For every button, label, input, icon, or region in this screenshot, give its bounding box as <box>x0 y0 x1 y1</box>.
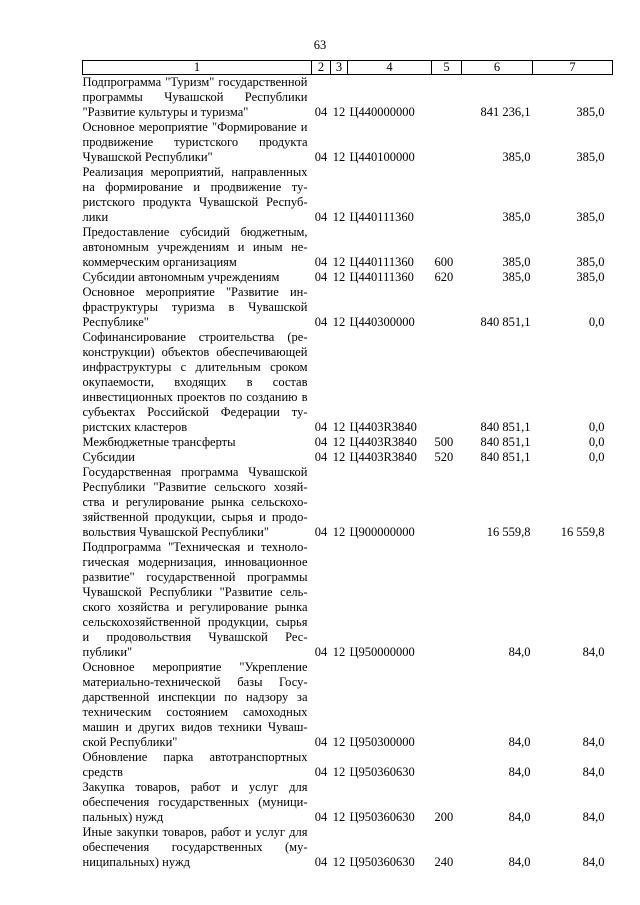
target-article-code: Ц950300000 <box>349 735 415 749</box>
subsection-code: 12 <box>332 855 346 869</box>
table-row <box>83 465 613 540</box>
subsection-code: 12 <box>332 435 346 449</box>
table-row <box>83 660 613 750</box>
target-article-code: Ц4403R3840 <box>349 435 417 449</box>
target-article-code: Ц440111360 <box>349 210 414 224</box>
amount-col6: 84,0 <box>508 810 531 824</box>
table-row <box>83 780 613 825</box>
table-row <box>83 270 613 285</box>
row-name: Подпрограмма "Туризм" государственной программы Чувашской Республики "Развитие культуры и туризма" <box>82 75 308 119</box>
table-row <box>83 165 613 225</box>
row-name: Предоставление субсидий бюджетным, автономным учреждениям и иным некоммерческим организациям <box>82 225 308 269</box>
subsection-code: 12 <box>332 255 346 269</box>
section-code: 04 <box>314 735 328 749</box>
target-article-code: Ц440000000 <box>349 105 415 119</box>
amount-col7: 84,0 <box>582 765 605 779</box>
table-row <box>83 540 613 660</box>
expense-type-code: 620 <box>434 270 454 284</box>
row-name: Субсидии автономным учреждениям <box>82 270 280 284</box>
table-row <box>83 435 613 450</box>
amount-col7: 385,0 <box>576 150 605 164</box>
amount-col6: 840 851,1 <box>480 435 531 449</box>
row-name: Государственная программа Чувашской Республики "Развитие сельского хозяйства и регулирование рынка сельскохозяйственной продукции, сырья и продовольствия Чувашской Республики" <box>82 465 308 539</box>
target-article-code: Ц4403R3840 <box>349 450 417 464</box>
amount-col7: 84,0 <box>582 855 605 869</box>
table-row <box>83 825 613 870</box>
amount-col7: 84,0 <box>582 810 605 824</box>
amount-col6: 84,0 <box>508 855 531 869</box>
expense-type-code <box>432 330 462 435</box>
target-article-code: Ц440300000 <box>349 315 415 329</box>
header-row <box>83 61 613 75</box>
section-code: 04 <box>314 810 328 824</box>
amount-col7: 0,0 <box>588 315 605 329</box>
target-article-code: Ц950360630 <box>349 855 415 869</box>
amount-col6: 841 236,1 <box>480 105 531 119</box>
amount-col6: 840 851,1 <box>480 420 531 434</box>
expense-type-code <box>432 285 462 330</box>
row-name: Реализация мероприятий, направленных на формирование и продвижение туристского продукта Чувашской Республики <box>82 165 308 224</box>
amount-col6: 16 559,8 <box>486 525 531 539</box>
row-name: Основное мероприятие "Укрепление материально-технической базы Государственной инспекции по надзору за техническим состоянием самоходных машин и других видов техники Чувашской Республики" <box>82 660 308 749</box>
target-article-code: Ц440100000 <box>349 150 415 164</box>
subsection-code: 12 <box>332 150 346 164</box>
amount-col6: 84,0 <box>508 765 531 779</box>
section-code: 04 <box>314 450 328 464</box>
table-row <box>83 75 613 121</box>
amount-col7: 16 559,8 <box>560 525 605 539</box>
expense-type-code <box>432 465 462 540</box>
header-cell-5: 5 <box>432 61 462 75</box>
amount-col7: 385,0 <box>576 270 605 284</box>
amount-col6: 84,0 <box>508 645 531 659</box>
target-article-code: Ц950360630 <box>349 765 415 779</box>
section-code: 04 <box>314 255 328 269</box>
expense-type-code <box>432 75 462 121</box>
subsection-code: 12 <box>332 735 346 749</box>
amount-col6: 385,0 <box>502 270 531 284</box>
subsection-code: 12 <box>332 525 346 539</box>
amount-col6: 385,0 <box>502 255 531 269</box>
target-article-code: Ц950360630 <box>349 810 415 824</box>
amount-col7: 385,0 <box>576 210 605 224</box>
amount-col7: 0,0 <box>588 435 605 449</box>
header-cell-4: 4 <box>348 61 432 75</box>
row-name: Обновление парка автотранспортных средств <box>82 750 308 779</box>
row-name: Подпрограмма "Техническая и технологическая модернизация, инновационное развитие" государственной программы Чувашской Республики "Развитие сельского хозяйства и регулирование рынка сельскохозяйственной продукции, сырья и продовольствия Чувашской Республики" <box>82 540 308 659</box>
expense-type-code: 240 <box>434 855 454 869</box>
amount-col7: 84,0 <box>582 735 605 749</box>
target-article-code: Ц950000000 <box>349 645 415 659</box>
expense-type-code: 520 <box>434 450 454 464</box>
section-code: 04 <box>314 315 328 329</box>
target-article-code: Ц440111360 <box>349 270 414 284</box>
subsection-code: 12 <box>332 450 346 464</box>
section-code: 04 <box>314 150 328 164</box>
amount-col6: 84,0 <box>508 735 531 749</box>
budget-table <box>82 60 613 870</box>
amount-col7: 84,0 <box>582 645 605 659</box>
subsection-code: 12 <box>332 270 346 284</box>
row-name: Межбюджетные трансферты <box>82 435 236 449</box>
amount-col6: 385,0 <box>502 150 531 164</box>
amount-col6: 840 851,1 <box>480 450 531 464</box>
target-article-code: Ц4403R3840 <box>349 420 417 434</box>
subsection-code: 12 <box>332 105 346 119</box>
section-code: 04 <box>314 435 328 449</box>
row-name: Основное мероприятие "Развитие инфраструктуры туризма в Чувашской Республике" <box>82 285 308 329</box>
subsection-code: 12 <box>332 765 346 779</box>
amount-col7: 0,0 <box>588 420 605 434</box>
header-cell-7: 7 <box>533 61 613 75</box>
section-code: 04 <box>314 765 328 779</box>
section-code: 04 <box>314 210 328 224</box>
subsection-code: 12 <box>332 210 346 224</box>
row-name: Софинансирование строительства (реконструкции) объектов обеспечивающей инфраструктуры с длительным сроком окупаемости, входящих в состав инвестиционных проектов по созданию в субъектах Российской Федерации туристских кластеров <box>82 330 308 434</box>
row-name: Основное мероприятие "Формирование и продвижение туристского продукта Чувашской Республики" <box>82 120 308 164</box>
subsection-code: 12 <box>332 810 346 824</box>
target-article-code: Ц900000000 <box>349 525 415 539</box>
expense-type-code: 600 <box>434 255 454 269</box>
row-name: Закупка товаров, работ и услуг для обеспечения государственных (муниципальных) нужд <box>82 780 308 824</box>
page-number: 63 <box>313 38 327 52</box>
amount-col6: 840 851,1 <box>480 315 531 329</box>
table-row <box>83 450 613 465</box>
amount-col7: 0,0 <box>588 450 605 464</box>
table-row <box>83 120 613 165</box>
table-row <box>83 750 613 780</box>
amount-col6: 385,0 <box>502 210 531 224</box>
header-cell-1: 1 <box>83 61 312 75</box>
table-row <box>83 225 613 270</box>
section-code: 04 <box>314 525 328 539</box>
section-code: 04 <box>314 855 328 869</box>
amount-col7: 385,0 <box>576 105 605 119</box>
header-cell-3: 3 <box>331 61 348 75</box>
expense-type-code: 200 <box>434 810 454 824</box>
subsection-code: 12 <box>332 645 346 659</box>
amount-col7: 385,0 <box>576 255 605 269</box>
subsection-code: 12 <box>332 315 346 329</box>
expense-type-code <box>432 165 462 225</box>
table-row <box>83 330 613 435</box>
section-code: 04 <box>314 420 328 434</box>
row-name: Субсидии <box>82 450 135 464</box>
section-code: 04 <box>314 645 328 659</box>
expense-type-code <box>432 660 462 750</box>
row-name: Иные закупки товаров, работ и услуг для обеспечения государственных (муниципальных) нужд <box>82 825 308 869</box>
header-cell-2: 2 <box>312 61 331 75</box>
expense-type-code <box>432 120 462 165</box>
expense-type-code: 500 <box>434 435 454 449</box>
table-row <box>83 285 613 330</box>
expense-type-code <box>432 750 462 780</box>
header-cell-6: 6 <box>462 61 533 75</box>
section-code: 04 <box>314 105 328 119</box>
section-code: 04 <box>314 270 328 284</box>
target-article-code: Ц440111360 <box>349 255 414 269</box>
expense-type-code <box>432 540 462 660</box>
subsection-code: 12 <box>332 420 346 434</box>
